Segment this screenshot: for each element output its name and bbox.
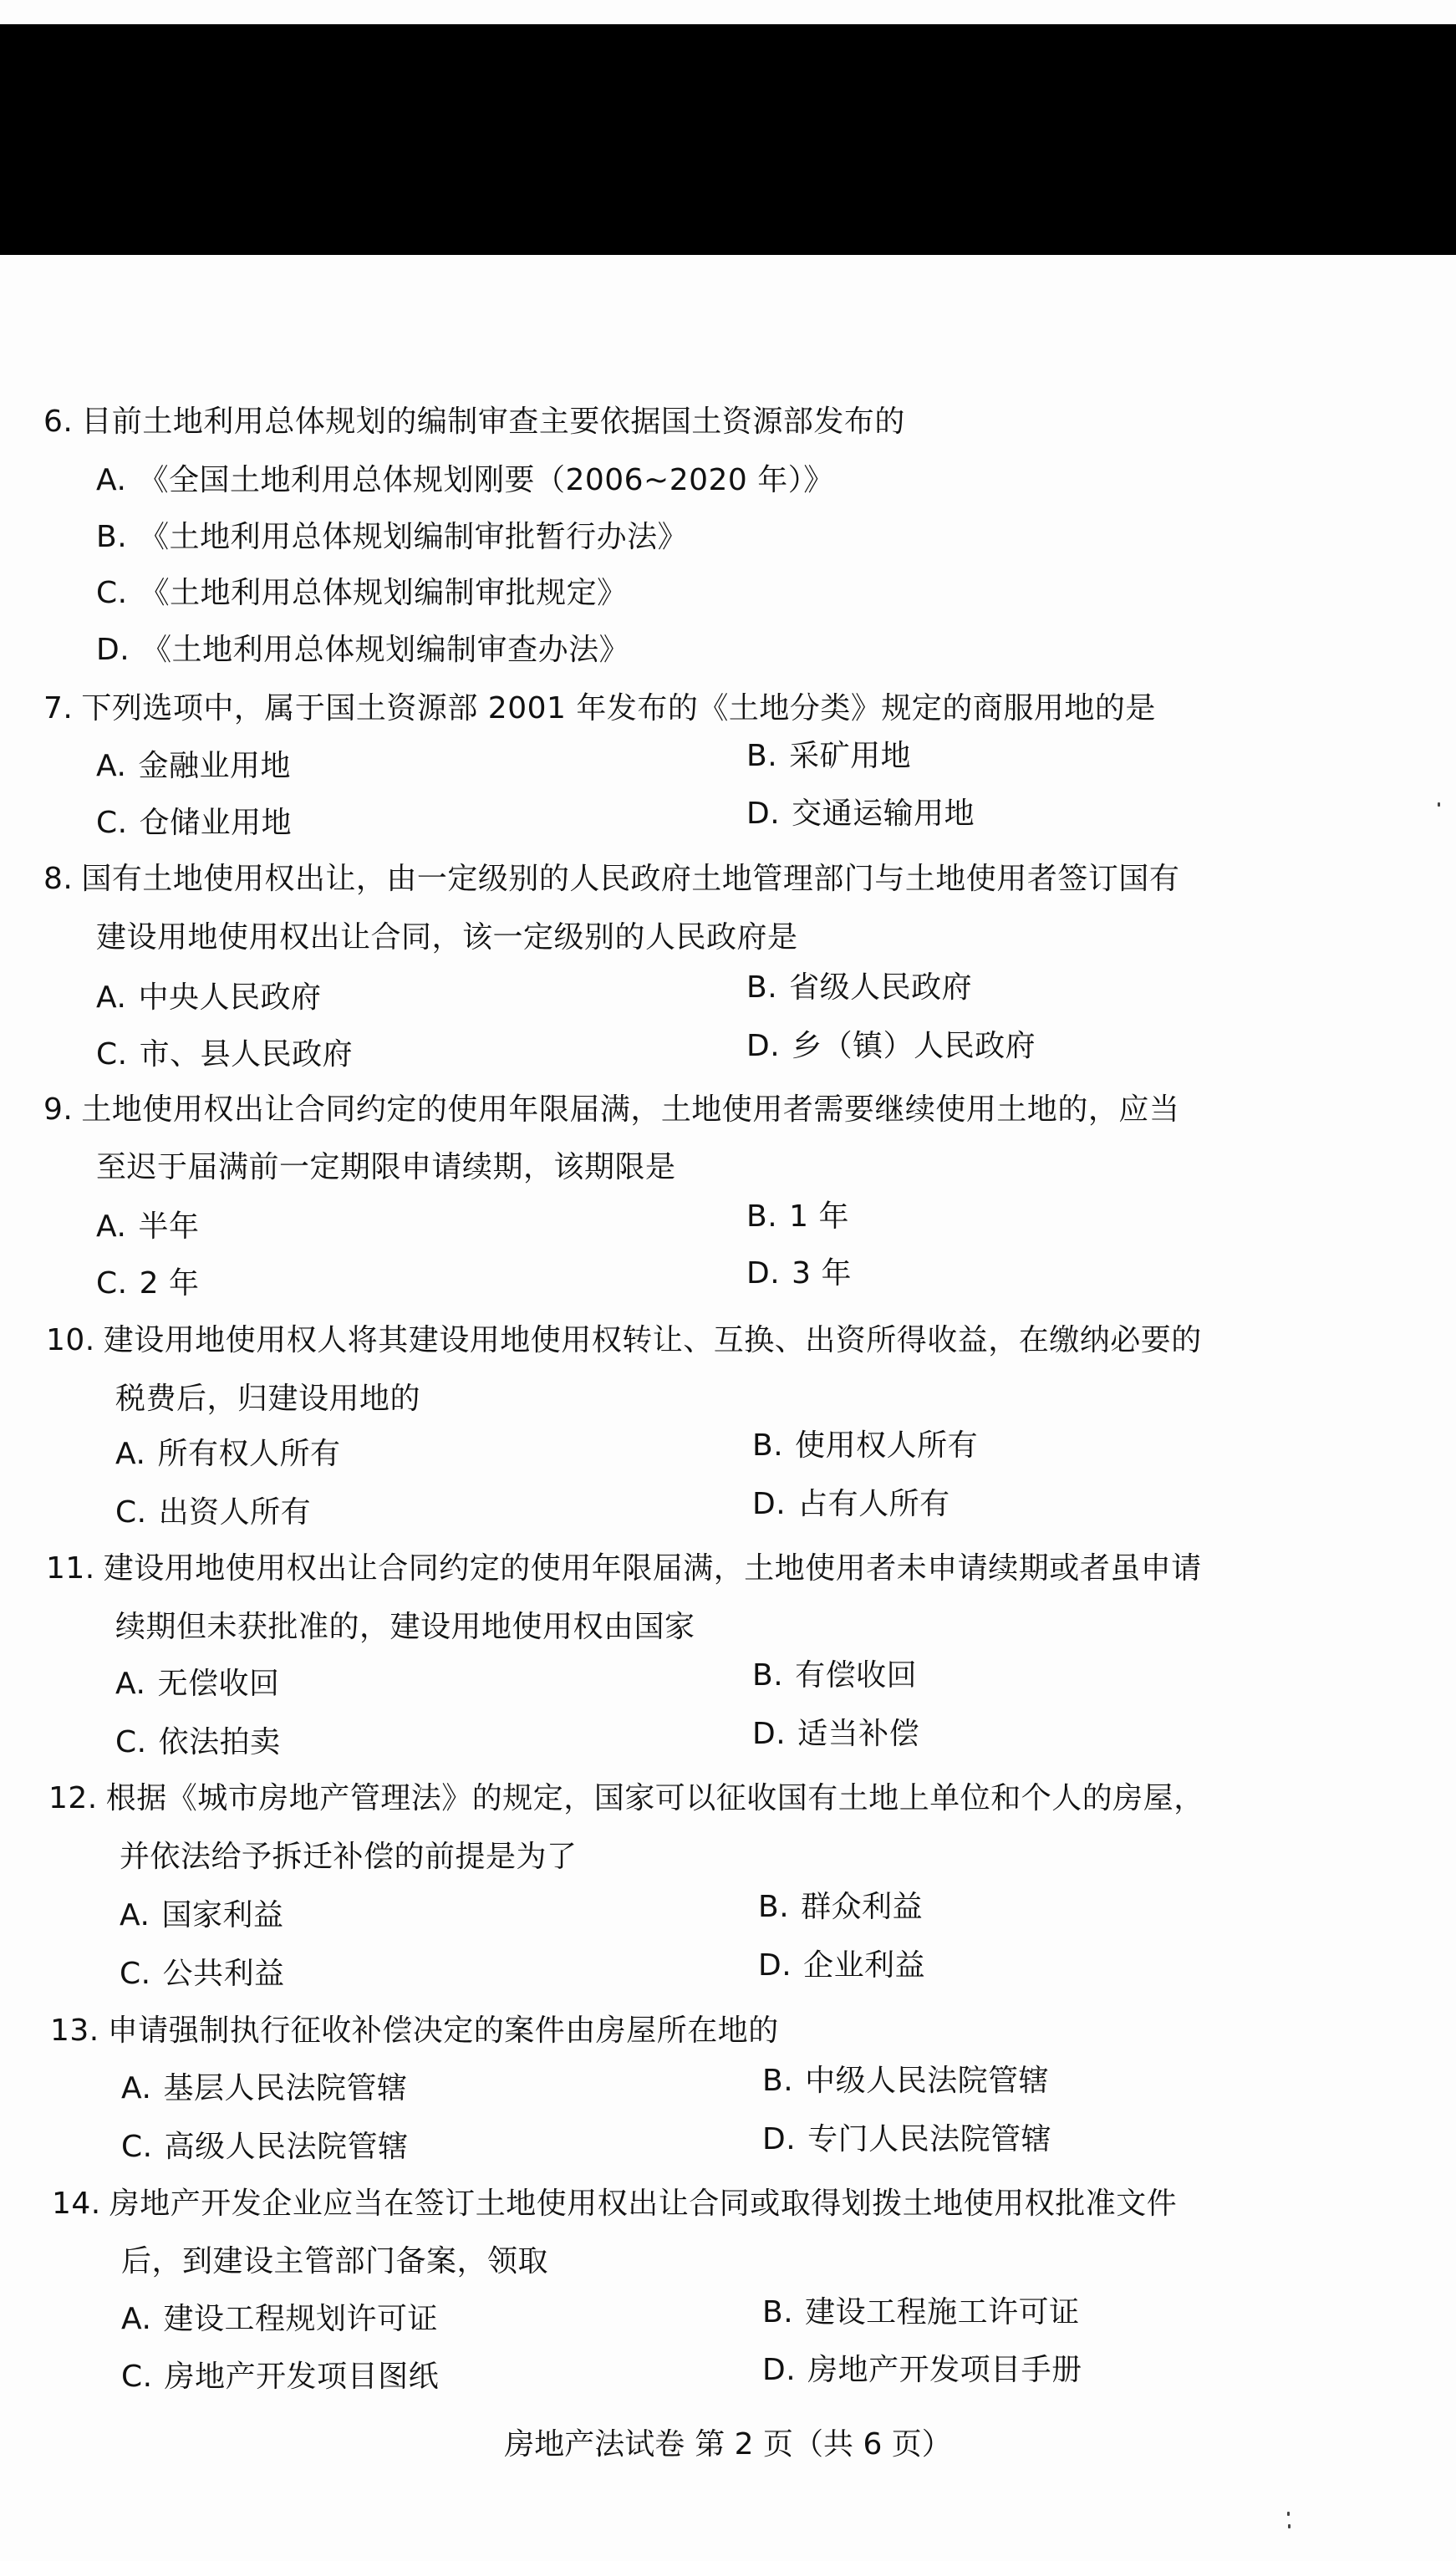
option-letter: A. (96, 980, 127, 1015)
question-14-option-c (121, 2359, 439, 2396)
option-letter: A. (96, 1209, 127, 1244)
question-stem-text: 申请强制执行征收补偿决定的案件由房屋所在地的 (107, 2014, 779, 2048)
page-indicator: 第 2 页（共 6 页） (695, 2427, 952, 2462)
question-12-option-a (120, 1897, 283, 1934)
option-letter: B. (746, 739, 778, 773)
question-stem-text: 根据《城市房地产管理法》的规定，国家可以征收国有土地上单位和个人的房屋， (105, 1781, 1204, 1815)
option-text: 使用权人所有 (795, 1428, 979, 1463)
question-13-option-c (121, 2129, 409, 2166)
redacted-header-block (0, 24, 1456, 255)
question-9-stem-line-2 (96, 1149, 676, 1186)
option-letter: C. (121, 2360, 153, 2394)
question-8-option-d (746, 1028, 1036, 1065)
option-letter: B. (752, 1658, 784, 1693)
scan-speck (1438, 802, 1440, 807)
question-10-stem-line-2 (115, 1381, 420, 1418)
option-text: 高级人民法院管辖 (164, 2130, 409, 2164)
option-text: 金融业用地 (138, 749, 291, 783)
option-text: 2 年 (139, 1266, 200, 1301)
question-stem-text: 目前土地利用总体规划的编制审查主要依据国土资源部发布的 (81, 405, 905, 439)
question-10-option-a (115, 1436, 340, 1473)
question-14-option-d (762, 2352, 1082, 2389)
option-text: 占有人所有 (797, 1487, 950, 1521)
option-text: 有偿收回 (795, 1658, 918, 1693)
question-10-option-d (752, 1486, 950, 1523)
option-text: 建设工程规划许可证 (163, 2302, 438, 2336)
option-letter: B. (746, 1199, 778, 1234)
question-14-option-b (762, 2294, 1080, 2331)
question-number: 12. (48, 1781, 98, 1815)
option-letter: A. (96, 463, 127, 497)
option-text: 交通运输用地 (792, 797, 975, 831)
option-text: 专门人民法院管辖 (807, 2122, 1052, 2156)
option-text: 乡（镇）人民政府 (792, 1029, 1036, 1063)
option-text: 中级人民法院管辖 (805, 2064, 1050, 2098)
question-10-option-b (752, 1428, 978, 1464)
question-number: 6. (43, 405, 74, 439)
question-13-option-a (121, 2070, 407, 2107)
question-6-option-c (96, 575, 628, 612)
question-12-option-b (758, 1889, 923, 1926)
option-letter: A. (120, 1898, 150, 1932)
option-text: 基层人民法院管辖 (163, 2071, 408, 2105)
option-letter: D. (746, 1029, 781, 1063)
option-text: 市、县人民政府 (139, 1037, 354, 1072)
question-stem-text: 税费后，归建设用地的 (115, 1382, 421, 1416)
option-letter: D. (758, 1948, 792, 1983)
question-13-option-b (762, 2063, 1049, 2100)
option-text: 省级人民政府 (789, 970, 973, 1005)
option-text: 建设工程施工许可证 (805, 2295, 1080, 2329)
question-7-option-b (746, 738, 911, 775)
question-8-stem-line-2 (96, 919, 798, 956)
option-text: 仓储业用地 (139, 806, 293, 840)
question-8-option-c (96, 1036, 353, 1073)
option-text: 公共利益 (162, 1957, 285, 1991)
question-12-option-c (120, 1956, 285, 1993)
question-10-stem (46, 1322, 1202, 1359)
option-text: 出资人所有 (158, 1495, 312, 1530)
question-11-option-b (752, 1657, 917, 1694)
exam-title: 房地产法试卷 (504, 2427, 685, 2462)
option-letter: B. (762, 2064, 794, 2098)
question-7-option-a (96, 748, 291, 785)
question-11-option-d (752, 1716, 919, 1753)
option-letter: A. (121, 2071, 152, 2105)
question-9-option-c (96, 1265, 199, 1302)
option-text: 国家利益 (161, 1898, 284, 1932)
question-12-stem-line-2 (120, 1839, 578, 1876)
question-9-option-b (746, 1199, 849, 1235)
question-9-option-d (746, 1255, 852, 1292)
option-text: 房地产开发项目图纸 (164, 2360, 440, 2394)
question-12-option-d (758, 1947, 925, 1984)
question-number: 8. (43, 862, 74, 896)
question-number: 7. (43, 691, 74, 726)
question-9-option-a (96, 1209, 199, 1245)
question-stem-text: 土地使用权出让合同约定的使用年限届满，土地使用者需要继续使用土地的，应当 (81, 1092, 1180, 1127)
question-stem-text: 房地产开发企业应当在签订土地使用权出让合同或取得划拨土地使用权批准文件 (109, 2187, 1178, 2221)
scan-speck (1287, 2512, 1290, 2516)
option-letter: B. (752, 1428, 784, 1463)
question-9-stem (43, 1092, 1179, 1128)
question-11-stem-line-2 (115, 1609, 695, 1646)
option-text: 所有权人所有 (157, 1437, 341, 1471)
question-12-stem (48, 1780, 1204, 1817)
option-letter: B. (762, 2295, 794, 2329)
question-7-option-d (746, 796, 975, 832)
question-6-stem (43, 404, 905, 440)
option-text: 采矿用地 (789, 739, 912, 773)
option-text: 《土地利用总体规划编制审查办法》 (141, 633, 630, 667)
option-text: 《土地利用总体规划编制审批规定》 (139, 576, 628, 610)
question-stem-text: 建设用地使用权出让合同约定的使用年限届满，土地使用者未申请续期或者虽申请 (103, 1551, 1202, 1586)
question-7-option-c (96, 805, 292, 842)
option-letter: C. (96, 1266, 128, 1301)
option-letter: A. (115, 1667, 146, 1701)
option-letter: C. (115, 1725, 147, 1759)
question-stem-text: 续期但未获批准的，建设用地使用权由国家 (115, 1610, 695, 1644)
question-8-stem (43, 861, 1179, 898)
option-letter: A. (121, 2302, 152, 2336)
question-6-option-b (96, 519, 688, 556)
scan-speck (1288, 2524, 1291, 2528)
question-8-option-a (96, 980, 321, 1016)
question-13-option-d (762, 2121, 1051, 2158)
question-10-option-c (115, 1494, 311, 1531)
option-letter: D. (762, 2353, 797, 2387)
question-number: 14. (52, 2187, 101, 2221)
question-6-option-a (96, 462, 834, 499)
option-letter: B. (758, 1890, 790, 1924)
option-letter: A. (115, 1437, 146, 1471)
question-14-option-a (121, 2301, 438, 2338)
question-stem-text: 至迟于届满前一定期限申请续期，该期限是 (96, 1150, 676, 1184)
question-13-stem (50, 2013, 779, 2049)
question-11-option-c (115, 1724, 281, 1761)
question-14-stem (52, 2186, 1177, 2222)
option-letter: D. (752, 1487, 787, 1521)
question-stem-text: 建设用地使用权出让合同，该一定级别的人民政府是 (96, 920, 798, 955)
question-stem-text: 后，到建设主管部门备案，领取 (121, 2244, 549, 2278)
question-11-option-a (115, 1666, 279, 1703)
question-stem-text: 建设用地使用权人将其建设用地使用权转让、互换、出资所得收益，在缴纳必要的 (103, 1323, 1202, 1357)
option-text: 《土地利用总体规划编制审批暂行办法》 (139, 520, 689, 554)
option-text: 适当补偿 (797, 1717, 920, 1751)
option-letter: B. (746, 970, 778, 1005)
option-letter: D. (746, 1256, 781, 1291)
option-letter: B. (96, 520, 128, 554)
option-letter: C. (96, 576, 128, 610)
question-14-stem-line-2 (121, 2243, 548, 2280)
question-stem-text: 下列选项中，属于国土资源部 2001 年发布的《土地分类》规定的商服用地的是 (81, 691, 1156, 726)
option-letter: D. (762, 2122, 797, 2156)
option-letter: D. (752, 1717, 787, 1751)
option-text: 《全国土地利用总体规划刚要（2006~2020 年）》 (138, 463, 834, 497)
question-number: 10. (46, 1323, 95, 1357)
option-letter: C. (96, 806, 128, 840)
question-stem-text: 并依法给予拆迁补偿的前提是为了 (120, 1840, 578, 1874)
option-text: 房地产开发项目手册 (807, 2353, 1082, 2387)
option-text: 企业利益 (803, 1948, 926, 1983)
question-6-option-d (96, 632, 629, 669)
question-number: 9. (43, 1092, 74, 1127)
option-text: 1 年 (789, 1199, 849, 1234)
question-7-stem (43, 690, 1156, 727)
option-letter: D. (96, 633, 130, 667)
question-8-option-b (746, 970, 972, 1006)
question-11-stem (46, 1550, 1202, 1587)
question-number: 13. (50, 2014, 99, 2048)
option-text: 群众利益 (801, 1890, 924, 1924)
option-letter: C. (115, 1495, 147, 1530)
option-letter: C. (96, 1037, 128, 1072)
page-footer (0, 2426, 1456, 2463)
option-text: 依法拍卖 (158, 1725, 281, 1759)
option-text: 半年 (138, 1209, 200, 1244)
option-letter: C. (120, 1957, 151, 1991)
question-stem-text: 国有土地使用权出让，由一定级别的人民政府土地管理部门与土地使用者签订国有 (81, 862, 1180, 896)
question-number: 11. (46, 1551, 95, 1586)
option-letter: C. (121, 2130, 153, 2164)
option-letter: D. (746, 797, 781, 831)
option-text: 无偿收回 (157, 1667, 280, 1701)
option-text: 中央人民政府 (138, 980, 322, 1015)
option-text: 3 年 (792, 1256, 853, 1291)
option-letter: A. (96, 749, 127, 783)
